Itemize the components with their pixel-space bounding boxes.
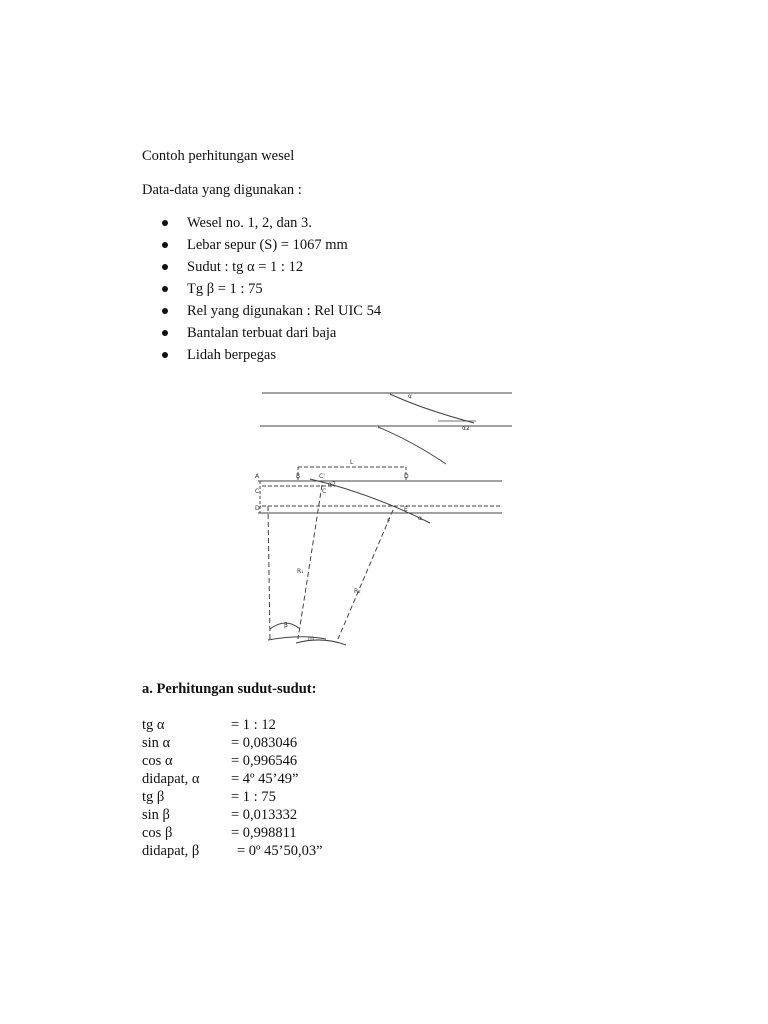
label-L: L [350, 459, 354, 466]
section-heading: a. Perhitungan sudut-sudut: [142, 681, 317, 697]
calc-label: sin α [142, 735, 171, 751]
calc-label: sin β [142, 807, 170, 823]
radius-R2-line [338, 510, 393, 639]
label-R2: R₂ [354, 588, 361, 595]
list-item-text: Sudut : tg α = 1 : 12 [187, 259, 304, 275]
bullet-icon [162, 330, 168, 336]
calc-value: = 0,996546 [231, 753, 298, 769]
label-alpha2-top: α2 [462, 425, 470, 432]
list-item-text: Lebar sepur (S) = 1067 mm [187, 237, 348, 253]
label-B: B [296, 473, 301, 480]
calc-label: didapat, β [142, 843, 200, 859]
bullet-icon [162, 242, 168, 248]
list-item-text: Lidah berpegas [187, 347, 276, 363]
calc-label: tg β [142, 789, 165, 805]
calc-value: = 0,998811 [231, 825, 297, 841]
calc-label: didapat, α [142, 771, 200, 787]
label-R1: R₁ [297, 568, 304, 575]
label-D: D [404, 473, 409, 480]
list-item-text: Tg β = 1 : 75 [187, 281, 263, 297]
label-A: A [255, 473, 260, 480]
list-item [162, 234, 381, 256]
label-C: C [255, 488, 260, 495]
bullet-icon [162, 220, 168, 226]
label-C-curve: C [322, 488, 327, 495]
radius-R1-line [298, 485, 322, 639]
label-E: E [404, 506, 408, 513]
label-F: F [387, 518, 391, 525]
list-item-text: Wesel no. 1, 2, dan 3. [187, 215, 312, 231]
arc-2 [296, 640, 346, 645]
calc-label: cos β [142, 825, 173, 841]
bullet-icon [162, 308, 168, 314]
list-item [162, 344, 381, 366]
calc-value: = 1 : 75 [231, 789, 276, 805]
bullet-icon [162, 352, 168, 358]
calc-label: cos α [142, 753, 173, 769]
turnout-diagram [250, 383, 520, 655]
list-item [162, 300, 381, 322]
calc-value: = 1 : 12 [231, 717, 276, 733]
bullet-icon [162, 264, 168, 270]
calc-value: = 0º 45’50,03” [237, 843, 323, 859]
calc-value: = 4º 45’49” [231, 771, 299, 787]
label-alpha-top: α [408, 393, 412, 400]
calc-value: = 0,083046 [231, 735, 298, 751]
data-list [162, 212, 381, 366]
diverging-rail-lower [378, 427, 446, 464]
calc-value: = 0,013332 [231, 807, 298, 823]
label-beta: β [284, 622, 288, 629]
bullet-icon [162, 286, 168, 292]
vertical-dashed-line [268, 506, 270, 639]
intro-text: Data-data yang digunakan : [142, 182, 302, 198]
list-item [162, 278, 381, 300]
list-item-text: Bantalan terbuat dari baja [187, 325, 337, 341]
list-item [162, 256, 381, 278]
label-alpha2: α2 [328, 481, 336, 488]
document-title: Contoh perhitungan wesel [142, 148, 295, 164]
list-item [162, 322, 381, 344]
list-item [162, 212, 381, 234]
turnout-diagram-svg [250, 383, 520, 655]
calc-label: tg α [142, 717, 165, 733]
diverging-rail-upper [390, 394, 474, 423]
label-m: m [308, 635, 314, 642]
list-item-text: Rel yang digunakan : Rel UIC 54 [187, 303, 382, 319]
label-C-prime: C' [319, 473, 325, 480]
label-alpha-lower: α [418, 515, 422, 522]
label-D-prime: D' [255, 505, 262, 512]
figure-labels [255, 393, 470, 642]
